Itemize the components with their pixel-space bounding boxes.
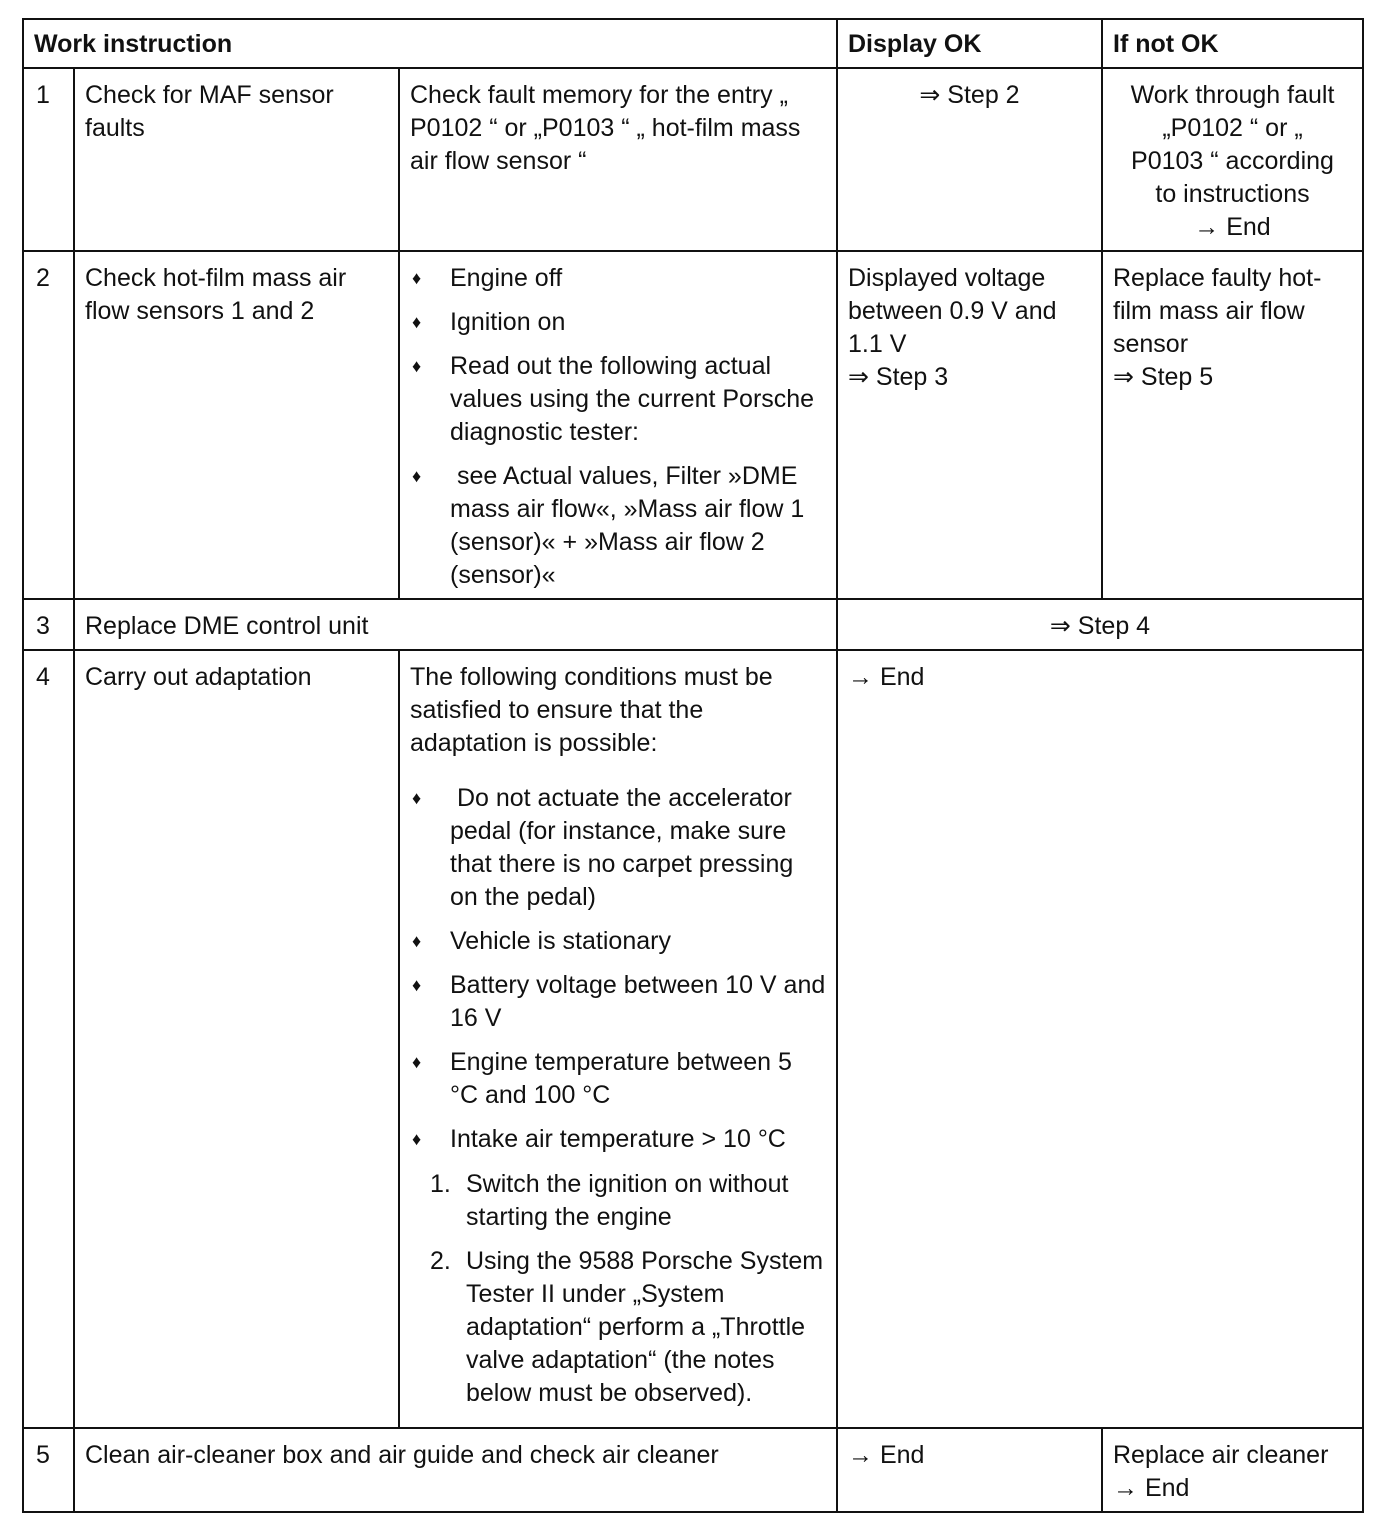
list-item: ♦ Engine off bbox=[410, 262, 826, 295]
if-not-ok-cell bbox=[1102, 1428, 1363, 1512]
display-ok-cell: ⇒ Step 2 bbox=[837, 68, 1102, 251]
step-number: 3 bbox=[23, 599, 74, 650]
list-item: ♦ Do not actuate the accelerator pedal (for instance, make sure that there is no carpet pressing on the pedal) bbox=[412, 784, 801, 911]
display-ok-cell bbox=[837, 251, 1102, 599]
diamond-bullet-icon: ♦ bbox=[412, 975, 422, 995]
if-not-ok-cell bbox=[1102, 68, 1363, 251]
header-if-not-ok: If not OK bbox=[1102, 19, 1363, 68]
step-number: 1 bbox=[23, 68, 74, 251]
display-ok-cell: → End bbox=[837, 650, 1363, 1428]
diamond-bullet-icon: ♦ bbox=[412, 466, 422, 486]
step-detail: Check fault memory for the entry „ P0102 “ or „P0103 “ „ hot-film mass air flow sensor “ bbox=[399, 68, 837, 251]
header-work-instruction: Work instruction bbox=[23, 19, 837, 68]
step-detail bbox=[399, 650, 837, 1428]
bullet-list bbox=[410, 782, 826, 1156]
display-ok-cell: → End bbox=[837, 1428, 1102, 1512]
list-item: ♦ Ignition on bbox=[410, 306, 826, 339]
not-ok-line: „P0102 “ or „ bbox=[1162, 114, 1303, 142]
table-row bbox=[23, 68, 1363, 251]
table-row bbox=[23, 599, 1363, 650]
list-item: ♦ Engine temperature between 5 °C and 100 °C bbox=[412, 1048, 792, 1109]
numbered-steps bbox=[410, 1168, 826, 1410]
not-ok-line: Replace faulty hot-film mass air flow sensor bbox=[1113, 264, 1322, 358]
list-item: ♦ Battery voltage between 10 V and 16 V bbox=[412, 971, 826, 1032]
diamond-bullet-icon: ♦ bbox=[412, 788, 422, 808]
conditions-intro: The following conditions must be satisfied to ensure that the adaptation is possible: bbox=[410, 663, 773, 757]
list-item: 2. Using the 9588 Porsche System Tester II under „System adaptation“ perform a „Throttle valve adaptation“ (the notes below must be observed). bbox=[430, 1247, 824, 1407]
step-title: Check hot-film mass air flow sensors 1 and 2 bbox=[74, 251, 399, 599]
not-ok-line: → End bbox=[1194, 213, 1271, 241]
not-ok-line: Work through fault bbox=[1130, 81, 1335, 109]
step-title: Carry out adaptation bbox=[74, 650, 399, 1428]
diamond-bullet-icon: ♦ bbox=[412, 1052, 422, 1072]
step-title: Clean air-cleaner box and air guide and check air cleaner bbox=[74, 1428, 837, 1512]
step-detail bbox=[399, 251, 837, 599]
step-number: 5 bbox=[23, 1428, 74, 1512]
display-ok-cell: ⇒ Step 4 bbox=[837, 599, 1363, 650]
not-ok-line: P0103 “ according bbox=[1131, 147, 1334, 175]
diamond-bullet-icon: ♦ bbox=[412, 931, 422, 951]
list-item: 1. Switch the ignition on without starting the engine bbox=[430, 1170, 789, 1231]
step-title: Check for MAF sensor faults bbox=[74, 68, 399, 251]
list-item: ♦ Intake air temperature > 10 °C bbox=[410, 1123, 826, 1156]
diamond-bullet-icon: ♦ bbox=[412, 356, 422, 376]
table-row bbox=[23, 650, 1363, 1428]
not-ok-line: → End bbox=[1113, 1474, 1190, 1502]
header-display-ok: Display OK bbox=[837, 19, 1102, 68]
diamond-bullet-icon: ♦ bbox=[412, 268, 422, 288]
display-ok-line: Displayed voltage between 0.9 V and 1.1 V bbox=[848, 264, 1057, 358]
diamond-bullet-icon: ♦ bbox=[412, 312, 422, 332]
not-ok-line: Replace air cleaner bbox=[1113, 1441, 1329, 1469]
step-number: 4 bbox=[23, 650, 74, 1428]
display-ok-line: ⇒ Step 3 bbox=[848, 363, 949, 391]
list-item: ♦ Vehicle is stationary bbox=[410, 925, 826, 958]
table-row bbox=[23, 251, 1363, 599]
step-title: Replace DME control unit bbox=[74, 599, 837, 650]
list-item: ♦ see Actual values, Filter »DME mass air flow«, »Mass air flow 1 (sensor)« + »Mass air flow 2 (sensor)« bbox=[412, 462, 812, 589]
diamond-bullet-icon: ♦ bbox=[412, 1129, 422, 1149]
work-instruction-table bbox=[22, 18, 1364, 1513]
header-row bbox=[23, 19, 1363, 68]
bullet-list bbox=[410, 262, 826, 592]
list-item: ♦ Read out the following actual values using the current Porsche diagnostic tester: bbox=[412, 352, 815, 446]
not-ok-line: to instructions bbox=[1155, 180, 1310, 208]
not-ok-line: ⇒ Step 5 bbox=[1113, 363, 1214, 391]
if-not-ok-cell bbox=[1102, 251, 1363, 599]
step-number: 2 bbox=[23, 251, 74, 599]
table-row bbox=[23, 1428, 1363, 1512]
